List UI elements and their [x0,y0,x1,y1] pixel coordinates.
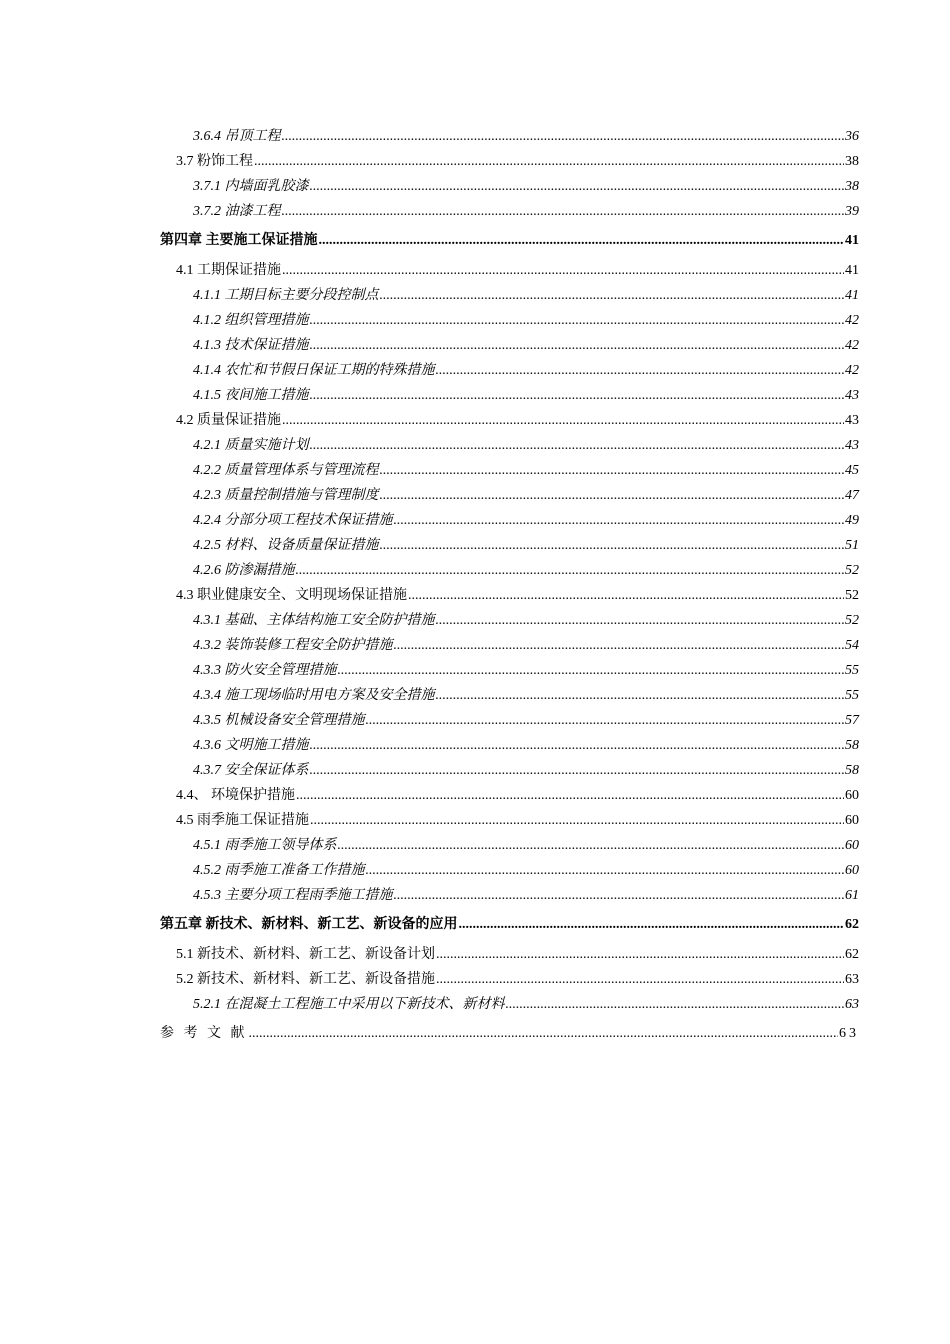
dot-leader [380,458,845,483]
toc-section-entry[interactable] [160,808,859,833]
dot-leader [282,408,844,433]
toc-entry-page-number: 42 [845,363,859,378]
toc-subsection-entry[interactable] [160,124,859,149]
toc-subsection-entry[interactable] [160,708,859,733]
toc-subsection-entry[interactable] [160,308,859,333]
toc-entry-page-number: 60 [845,863,859,878]
toc-subsection-entry[interactable] [160,883,859,908]
dot-leader [310,433,845,458]
toc-entry-title: 4.5.3 主要分项工程雨季施工措施 [193,888,393,903]
toc-entry-title: 4.3.6 文明施工措施 [193,738,309,753]
toc-chapter-entry[interactable] [160,224,859,258]
toc-entry-page-number: 42 [845,338,859,353]
toc-entry-page-number: 62 [845,917,859,932]
toc-subsection-entry[interactable] [160,199,859,224]
toc-entry-title: 5.2 新技术、新材料、新工艺、新设备措施 [176,972,435,987]
dot-leader [296,783,844,808]
dot-leader [394,508,845,533]
toc-entry-page-number: 49 [845,513,859,528]
toc-subsection-entry[interactable] [160,683,859,708]
toc-chapter-entry[interactable] [160,908,859,942]
toc-entry-page-number: 43 [845,413,859,428]
toc-entry-title: 3.7 粉饰工程 [176,154,253,169]
toc-entry-page-number: 41 [845,288,859,303]
toc-section-entry[interactable] [160,942,859,967]
toc-entry-page-number: 55 [845,688,859,703]
dot-leader [310,733,845,758]
toc-entry-title: 5.1 新技术、新材料、新工艺、新设备计划 [176,947,435,962]
toc-entry-title: 4.3.3 防火安全管理措施 [193,663,337,678]
toc-entry-title: 4.2.6 防渗漏措施 [193,563,295,578]
toc-entry-page-number: 51 [845,538,859,553]
toc-subsection-entry[interactable] [160,483,859,508]
dot-leader [408,583,844,608]
dot-leader [282,258,844,283]
dot-leader [506,992,845,1017]
toc-entry-page-number: 58 [845,763,859,778]
toc-subsection-entry[interactable] [160,733,859,758]
toc-entry-title: 4.1.3 技术保证措施 [193,338,309,353]
toc-subsection-entry[interactable] [160,433,859,458]
toc-entry-title: 4.3.7 安全保证体系 [193,763,309,778]
toc-subsection-entry[interactable] [160,558,859,583]
dot-leader [338,658,845,683]
dot-leader [249,1017,839,1051]
toc-entry-title: 4.2.1 质量实施计划 [193,438,309,453]
dot-leader [282,199,845,224]
toc-entry-title: 4.3.2 装饰装修工程安全防护措施 [193,638,393,653]
toc-section-entry[interactable] [160,258,859,283]
dot-leader [310,333,845,358]
toc-entry-title: 4.5.2 雨季施工准备工作措施 [193,863,365,878]
toc-subsection-entry[interactable] [160,333,859,358]
toc-entry-title: 4.1.2 组织管理措施 [193,313,309,328]
toc-section-entry[interactable] [160,583,859,608]
toc-entry-title: 3.6.4 吊顶工程 [193,129,281,144]
toc-entry-page-number: 60 [845,813,859,828]
dot-leader [436,942,844,967]
toc-entry-title: 4.1.4 农忙和节假日保证工期的特殊措施 [193,363,435,378]
toc-entry-page-number: 45 [845,463,859,478]
toc-section-entry[interactable] [160,783,859,808]
dot-leader [380,483,845,508]
toc-entry-page-number: 47 [845,488,859,503]
toc-entry-page-number: 60 [845,838,859,853]
dot-leader [310,174,845,199]
toc-subsection-entry[interactable] [160,283,859,308]
dot-leader [310,758,845,783]
toc-entry-title: 4.4、 环境保护措施 [176,788,295,803]
toc-section-entry[interactable] [160,967,859,992]
dot-leader [394,633,845,658]
toc-entry-page-number: 52 [845,613,859,628]
toc-entry-page-number: 61 [845,888,859,903]
toc-entry-page-number: 55 [845,663,859,678]
toc-entry-page-number: 63 [839,1026,859,1041]
dot-leader [310,383,845,408]
dot-leader [366,708,845,733]
dot-leader [436,358,845,383]
dot-leader [459,908,845,942]
toc-subsection-entry[interactable] [160,174,859,199]
toc-subsection-entry[interactable] [160,533,859,558]
toc-entry-title: 4.3.4 施工现场临时用电方案及安全措施 [193,688,435,703]
toc-entry-page-number: 43 [845,438,859,453]
toc-entry-title: 4.1 工期保证措施 [176,263,281,278]
toc-entry-page-number: 63 [845,997,859,1012]
toc-entry-title: 4.2.2 质量管理体系与管理流程 [193,463,379,478]
toc-entry-page-number: 52 [845,588,859,603]
dot-leader [296,558,845,583]
toc-entry-page-number: 38 [845,154,859,169]
toc-entry-page-number: 36 [845,129,859,144]
toc-subsection-entry[interactable] [160,858,859,883]
toc-subsection-entry[interactable] [160,608,859,633]
toc-entry-page-number: 39 [845,204,859,219]
dot-leader [436,683,845,708]
toc-entry-title: 4.3.1 基础、主体结构施工安全防护措施 [193,613,435,628]
toc-entry-title: 4.3.5 机械设备安全管理措施 [193,713,365,728]
toc-entry-title: 4.2 质量保证措施 [176,413,281,428]
dot-leader [282,124,845,149]
dot-leader [366,858,845,883]
toc-entry-page-number: 57 [845,713,859,728]
toc-subsection-entry[interactable] [160,992,859,1017]
toc-entry-title: 第五章 新技术、新材料、新工艺、新设备的应用 [160,917,458,932]
toc-entry-page-number: 54 [845,638,859,653]
toc-entry-title: 4.2.4 分部分项工程技术保证措施 [193,513,393,528]
toc-subsection-entry[interactable] [160,358,859,383]
toc-entry-title: 4.2.3 质量控制措施与管理制度 [193,488,379,503]
table-of-contents [160,124,859,1051]
toc-subsection-entry[interactable] [160,758,859,783]
dot-leader [436,608,845,633]
toc-entry-page-number: 41 [845,263,859,278]
dot-leader [394,883,845,908]
toc-entry-title: 4.1.5 夜间施工措施 [193,388,309,403]
dot-leader [380,283,845,308]
toc-entry-title: 4.5.1 雨季施工领导体系 [193,838,337,853]
toc-entry-page-number: 43 [845,388,859,403]
toc-subsection-entry[interactable] [160,508,859,533]
toc-subsection-entry[interactable] [160,658,859,683]
toc-entry-page-number: 60 [845,788,859,803]
dot-leader [319,224,845,258]
toc-subsection-entry[interactable] [160,833,859,858]
toc-section-entry[interactable] [160,149,859,174]
toc-entry-page-number: 52 [845,563,859,578]
toc-entry-page-number: 63 [845,972,859,987]
toc-entry-title: 4.5 雨季施工保证措施 [176,813,309,828]
toc-subsection-entry[interactable] [160,458,859,483]
toc-entry-title: 3.7.2 油漆工程 [193,204,281,219]
dot-leader [254,149,844,174]
toc-entry-page-number: 42 [845,313,859,328]
toc-entry-title: 3.7.1 内墙面乳胶漆 [193,179,309,194]
toc-subsection-entry[interactable] [160,633,859,658]
dot-leader [310,808,844,833]
dot-leader [380,533,845,558]
toc-entry-title: 参 考 文 献 [160,1026,248,1041]
toc-entry-title: 4.2.5 材料、设备质量保证措施 [193,538,379,553]
toc-section-entry[interactable] [160,408,859,433]
toc-entry-title: 4.3 职业健康安全、文明现场保证措施 [176,588,407,603]
dot-leader [338,833,845,858]
toc-entry-title: 5.2.1 在混凝土工程施工中采用以下新技术、新材料 [193,997,505,1012]
toc-entry-page-number: 58 [845,738,859,753]
toc-subsection-entry[interactable] [160,383,859,408]
toc-entry-page-number: 41 [845,233,859,248]
dot-leader [436,967,844,992]
toc-entry-page-number: 62 [845,947,859,962]
toc-entry-title: 4.1.1 工期目标主要分段控制点 [193,288,379,303]
toc-chapter-entry[interactable] [160,1017,859,1051]
dot-leader [310,308,845,333]
toc-entry-title: 第四章 主要施工保证措施 [160,233,318,248]
toc-entry-page-number: 38 [845,179,859,194]
